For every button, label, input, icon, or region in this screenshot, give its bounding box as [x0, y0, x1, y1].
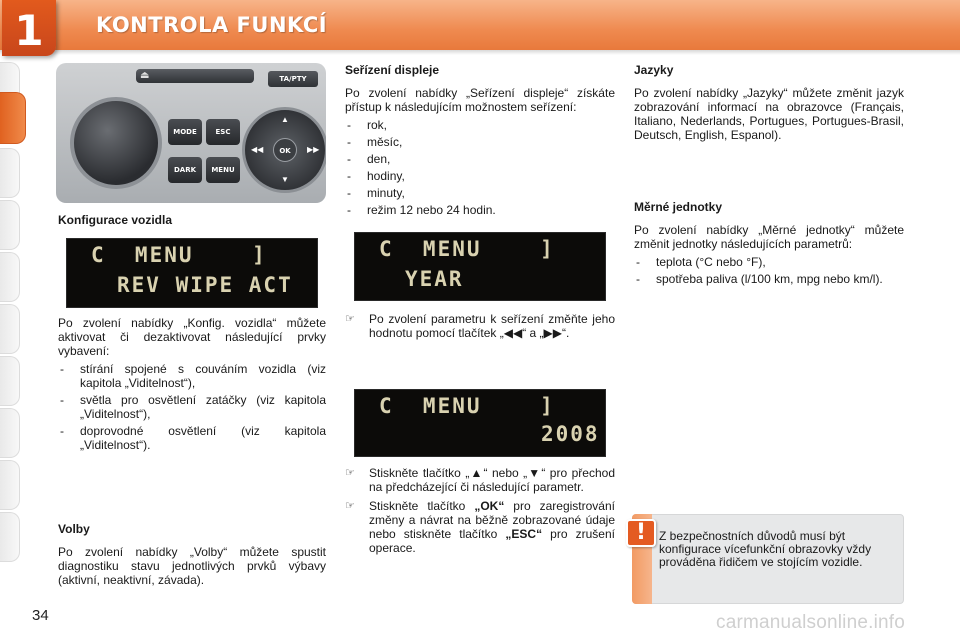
lcd-2008 [354, 389, 606, 457]
list-item: - rok, [345, 118, 615, 132]
konfigurace-text-block [58, 316, 326, 455]
step-item [345, 499, 615, 555]
exclamation-icon: ! [626, 519, 656, 547]
side-tab[interactable] [0, 304, 20, 354]
step1-text: Po zvolení parametru k seřízení změňte jeho hodnotu pomocí tlačítek „◀◀“ a „▶▶“. [369, 312, 615, 340]
chapter-number: 1 [14, 6, 44, 55]
volby-block [58, 522, 326, 587]
jednotky-heading: Měrné jednotky [634, 200, 723, 214]
list-item: - doprovodné osvětlení (viz kapitola „Viditelnost“). [58, 424, 326, 452]
console-image [56, 63, 326, 203]
list-item: - den, [345, 152, 615, 166]
serizeni-list [345, 118, 615, 217]
rewind-icon: ◀◀ [251, 145, 264, 154]
lcd-line-menu: C MENU ] [379, 237, 555, 261]
serizeni-block [345, 63, 615, 220]
lcd-line-menu: C MENU ] [91, 243, 267, 267]
forward-icon: ▶▶ [307, 145, 320, 154]
step3-text-b: pro zaregistrování změny a návrat na běžně zobrazované údaje nebo stiskněte tlačítko [369, 499, 615, 541]
side-tab-active[interactable] [0, 92, 26, 144]
header-shadow [0, 50, 960, 55]
jednotky-list [634, 255, 904, 286]
watermark: carmanualsonline.info [716, 612, 906, 633]
konfigurace-heading-block [58, 213, 326, 236]
step-item [345, 312, 615, 340]
lcd-year [354, 232, 606, 301]
step2-text: Stiskněte tlačítko „▲“ nebo „▼“ pro přechod na předcházející či následující parametr. [369, 466, 615, 494]
down-arrow-icon: ▼ [281, 175, 289, 184]
step1-block [345, 312, 615, 345]
ta-pty-button: TA/PTY [268, 71, 318, 87]
list-item: - režim 12 nebo 24 hodin. [345, 203, 615, 217]
side-tab[interactable] [0, 512, 20, 562]
jednotky-block [634, 200, 904, 289]
list-item: - minuty, [345, 186, 615, 200]
lcd-line-2008: 2008 [541, 422, 600, 446]
list-item: - spotřeba paliva (l/100 km, mpg nebo km/l). [634, 272, 904, 286]
konfigurace-heading: Konfigurace vozidla [58, 213, 173, 227]
volume-knob [70, 97, 162, 189]
navigation-pad [242, 107, 326, 193]
cd-slot [136, 69, 254, 83]
dark-button: DARK [168, 157, 202, 183]
side-tab[interactable] [0, 356, 20, 406]
esc-button: ESC [206, 119, 240, 145]
steps-block [345, 466, 615, 560]
esc-label: „ESC“ [505, 527, 543, 541]
step3-text-a: Stiskněte tlačítko [369, 499, 475, 513]
side-tab[interactable] [0, 148, 20, 198]
pointer-icon: ☞ [345, 500, 355, 512]
page-number: 34 [32, 607, 49, 624]
list-item: - měsíc, [345, 135, 615, 149]
volby-heading: Volby [58, 522, 90, 536]
side-tab[interactable] [0, 252, 20, 302]
side-tab[interactable] [0, 200, 20, 250]
list-item: - teplota (°C nebo °F), [634, 255, 904, 269]
ok-label: „OK“ [474, 499, 505, 513]
list-item: - stírání spojené s couváním vozidla (viz kapitola „Viditelnost“), [58, 362, 326, 390]
serizeni-intro: Po zvolení nabídky „Seřízení displeje“ získáte přístup k následujícím možnostem seřízení: [345, 86, 615, 114]
list-item: - světla pro osvětlení zatáčky (viz kapitola „Viditelnost“), [58, 393, 326, 421]
step-item [345, 466, 615, 494]
list-item: - hodiny, [345, 169, 615, 183]
lcd-line-menu: C MENU ] [379, 394, 555, 418]
warning-text: Z bezpečnostních důvodů musí být konfigurace vícefunkční obrazovky vždy prováděna řidičem ve stojícím vozidle. [659, 529, 872, 569]
jazyky-text: Po zvolení nabídky „Jazyky“ můžete změnit jazyk zobrazování informací na obrazovce (Français, Italiano, Nederlands, Portugues, Portugues-Brasil, Deutsch, English, Espanol). [634, 86, 904, 142]
lcd-line-rev-wipe: REV WIPE ACT [117, 273, 293, 297]
page-title: KONTROLA FUNKCÍ [96, 13, 328, 37]
eject-icon: ⏏ [140, 70, 150, 81]
side-tab[interactable] [0, 408, 20, 458]
serizeni-heading: Seřízení displeje [345, 63, 440, 77]
lcd-line-year: YEAR [405, 267, 464, 291]
konfigurace-list [58, 362, 326, 452]
volby-text: Po zvolení nabídky „Volby“ můžete spustit diagnostiku stavu jednotlivých prvků výbavy (aktivní, neaktivní, závada). [58, 545, 326, 587]
lcd-konfigurace [66, 238, 318, 308]
pointer-icon: ☞ [345, 467, 355, 479]
menu-button: MENU [206, 157, 240, 183]
pointer-icon: ☞ [345, 313, 355, 325]
jednotky-intro: Po zvolení nabídky „Měrné jednotky“ můžete změnit jednotky následujících parametrů: [634, 223, 904, 251]
ok-button: OK [273, 138, 297, 162]
jazyky-block [634, 63, 904, 142]
up-arrow-icon: ▲ [281, 115, 289, 124]
jazyky-heading: Jazyky [634, 63, 674, 77]
side-tab[interactable] [0, 460, 20, 510]
konfigurace-intro: Po zvolení nabídky „Konfig. vozidla“ můžete aktivovat či dezaktivovat následující prvky vybavení: [58, 316, 326, 358]
chapter-badge [2, 0, 56, 56]
step3-text-c: pro zrušení operace. [369, 527, 615, 555]
mode-button: MODE [168, 119, 202, 145]
